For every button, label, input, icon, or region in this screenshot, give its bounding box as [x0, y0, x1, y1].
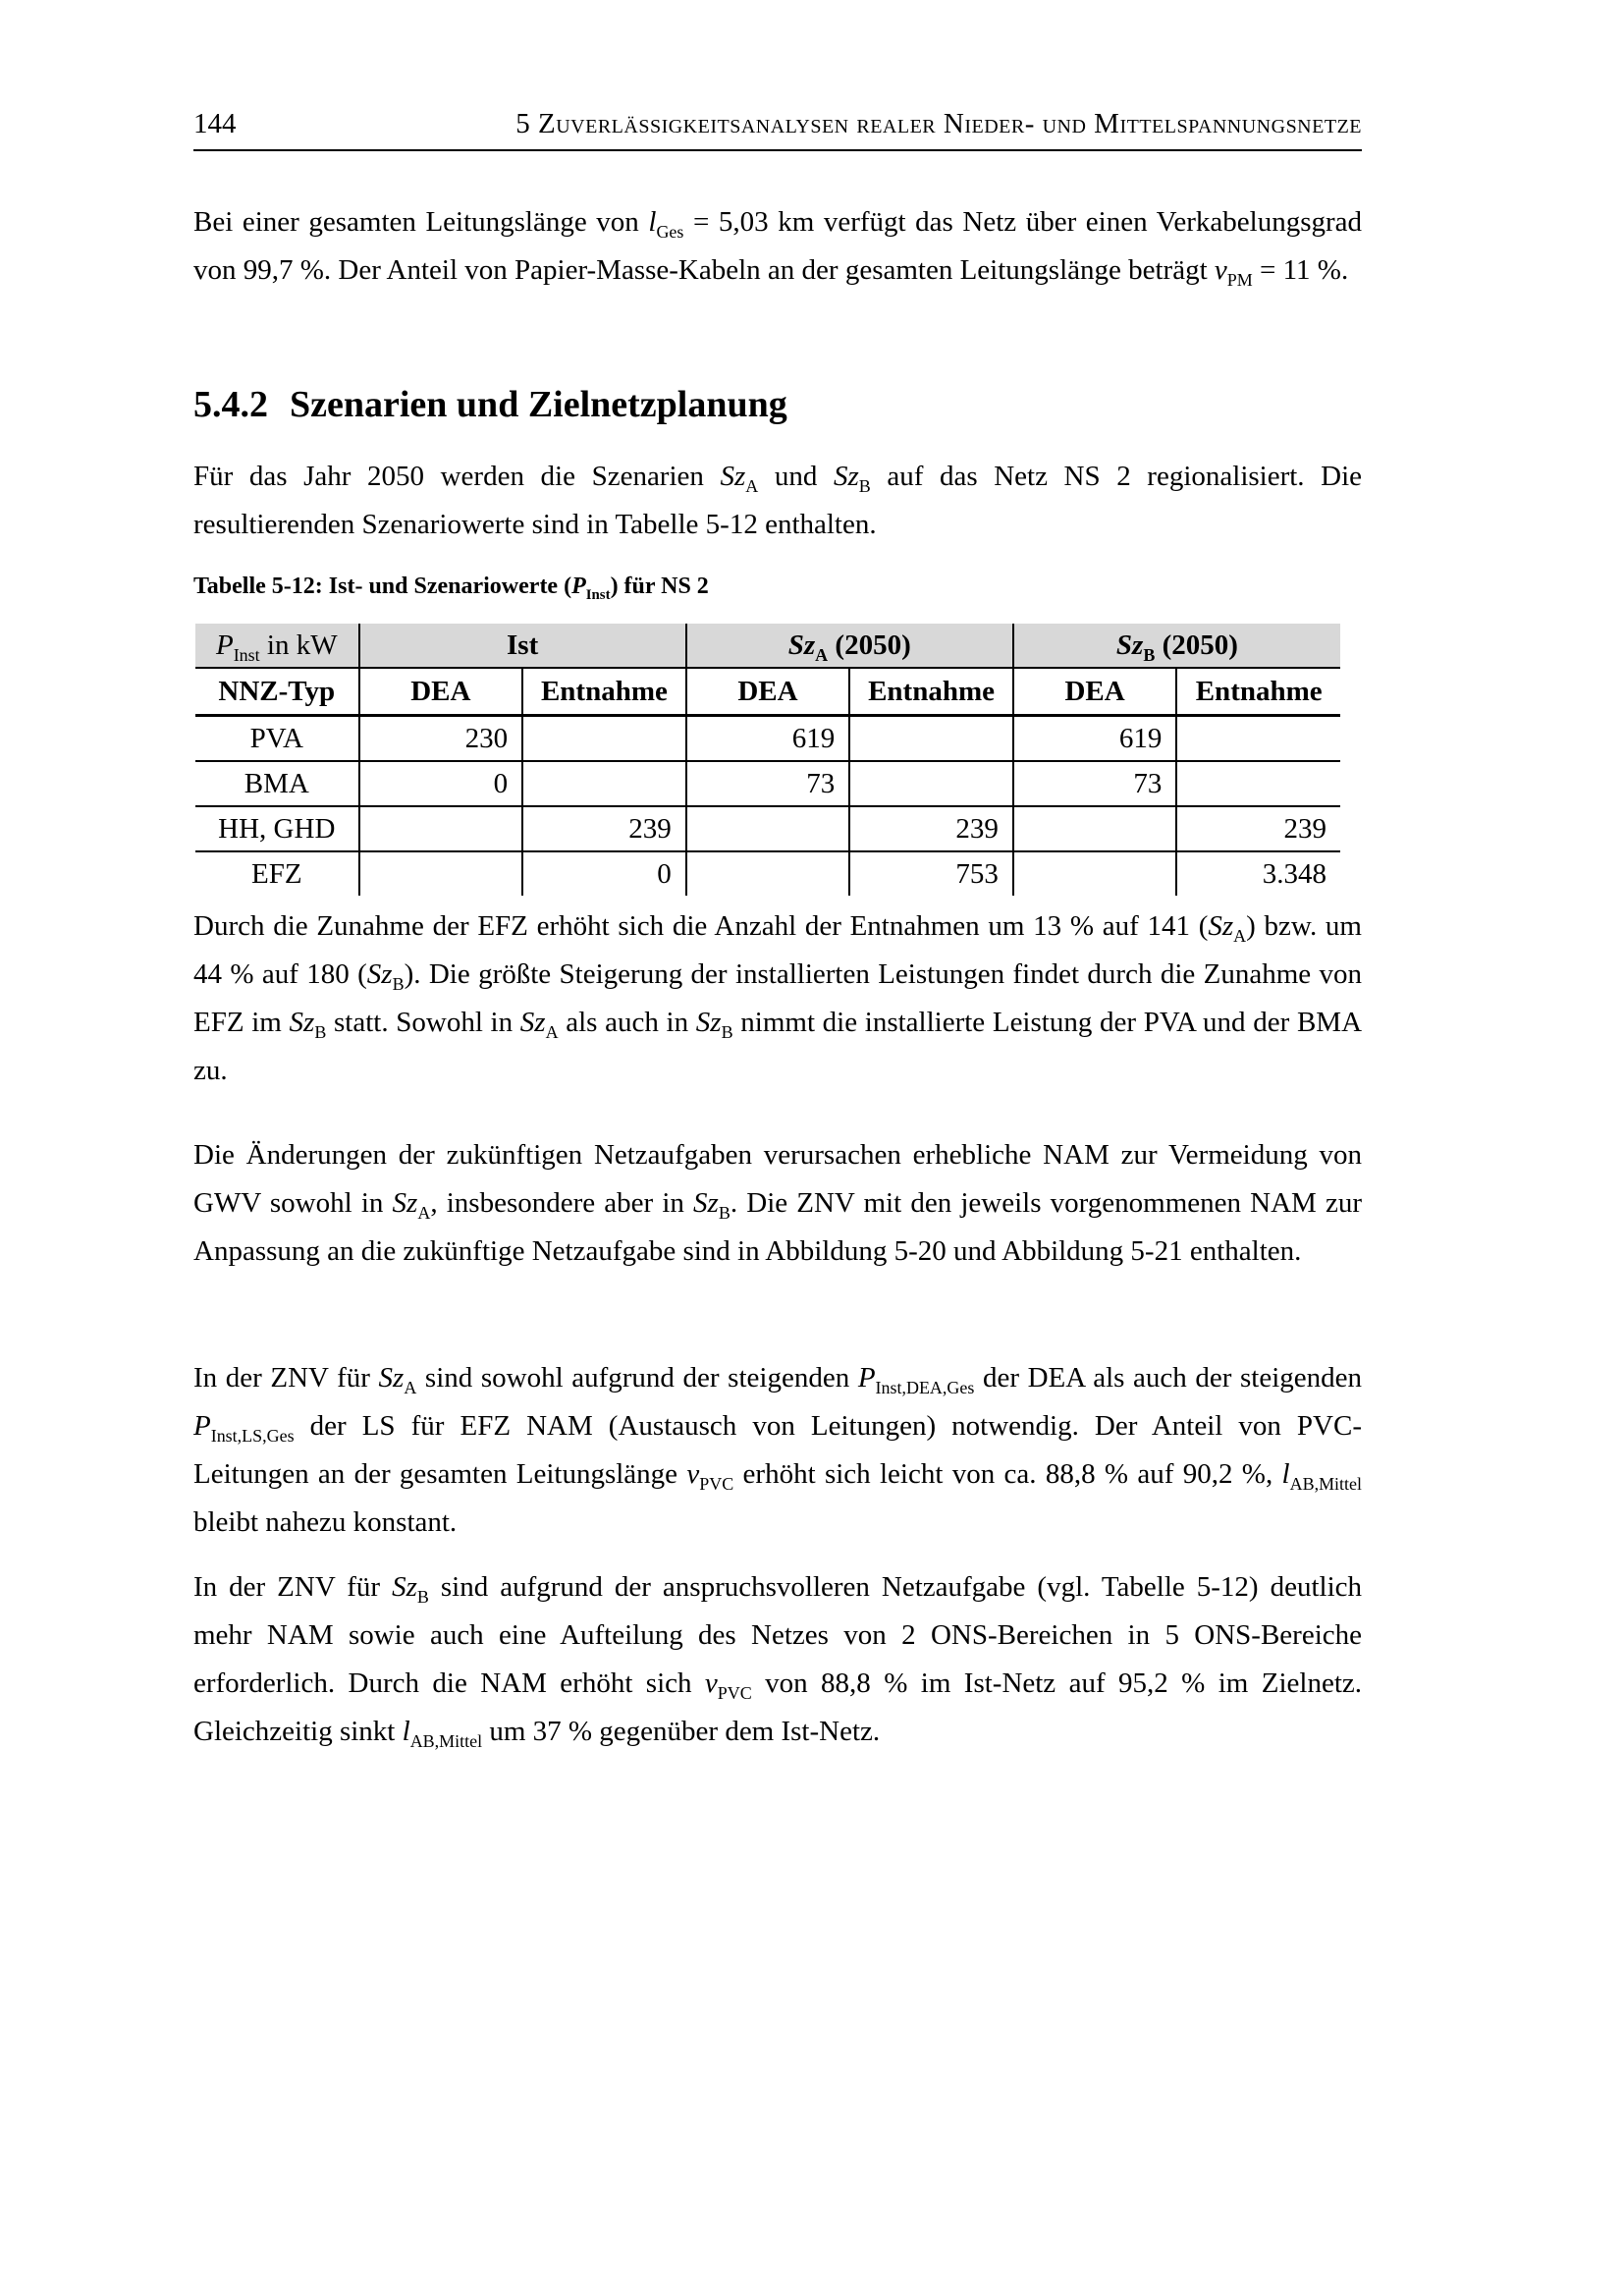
header-group-cell: $Sz_B$ (2050) [1013, 624, 1340, 668]
value-cell [849, 761, 1013, 806]
table-caption: Tabelle 5-12: Ist- und Szenariowerte $(P_{Inst})$ für NS 2 [193, 574, 709, 603]
value-cell: 239 [1176, 806, 1340, 851]
sub-header-cell: Entnahme [1176, 668, 1340, 716]
header-group-cell: $P_{Inst}$ in kW [195, 624, 359, 668]
row-label-cell: BMA [195, 761, 359, 806]
sub-header-cell: DEA [359, 668, 523, 716]
paragraph-scenarios: Für das Jahr 2050 werden die Szenarien $Sz_A$ und $Sz_B$ auf das Netz NS 2 regionalisiert. Die resultierenden Szenariowerte sind in Tabelle 5-12 enthalten. [193, 461, 1363, 540]
header-rule [193, 149, 1362, 151]
value-cell [686, 851, 850, 896]
value-cell [849, 716, 1013, 762]
value-cell: 0 [359, 761, 523, 806]
value-cell [359, 806, 523, 851]
sub-header-row [195, 668, 1340, 716]
section-number: 5.4.2 [193, 384, 268, 425]
page-header [193, 108, 1362, 147]
value-cell: 3.348 [1176, 851, 1340, 896]
value-cell: 239 [522, 806, 686, 851]
section-heading [193, 383, 1362, 426]
value-cell: 230 [359, 716, 523, 762]
sub-header-cell: NNZ-Typ [195, 668, 359, 716]
paragraph-znv-sza: In der ZNV für $Sz_A$ sind sowohl aufgrund der steigenden $P_{Inst,DEA,Ges}$ der DEA als auch der steigenden $P_{Inst,LS,Ges}$ der LS für EFZ NAM (Austausch von Leitungen) notwendig. Der Anteil von PVC-Leitungen an der gesamten Leitungslänge $v_{PVC}$ erhöht sich leicht von ca. 88,8 % auf 90,2 %, $l_{AB,Mittel}$ bleibt nahezu konstant. [193, 1362, 1363, 1538]
value-cell [522, 716, 686, 762]
value-cell [1013, 851, 1177, 896]
value-cell: 73 [1013, 761, 1177, 806]
sub-header-cell: Entnahme [849, 668, 1013, 716]
table-head [195, 624, 1340, 716]
value-cell [359, 851, 523, 896]
header-group-row [195, 624, 1340, 668]
table-body [195, 716, 1340, 897]
value-cell: 619 [1013, 716, 1177, 762]
row-label-cell: HH, GHD [195, 806, 359, 851]
table-row [195, 806, 1340, 851]
value-cell: 73 [686, 761, 850, 806]
value-cell [522, 761, 686, 806]
value-cell [1176, 761, 1340, 806]
paragraph-nam-changes: Die Änderungen der zukünftigen Netzaufgaben verursachen erhebliche NAM zur Vermeidung von GWV sowohl in $Sz_A$, insbesondere aber in $Sz_B$. Die ZNV mit den jeweils vorgenommenen NAM zur Anpassung an die zukünftige Netzaufgabe sind in Abbildung 5-20 und Abbildung 5-21 enthalten. [193, 1139, 1363, 1267]
paragraph-cable-length: Bei einer gesamten Leitungslänge von $l_{Ges} = 5,03$ km verfügt das Netz über einen Verkabelungsgrad von 99,7 %. Der Anteil von Papier-Masse-Kabeln an der gesamten Leitungslänge beträgt $v_{PM} = 11$ %. [193, 206, 1363, 290]
value-cell [1176, 716, 1340, 762]
sub-header-cell: DEA [686, 668, 850, 716]
sub-header-cell: Entnahme [522, 668, 686, 716]
value-cell: 239 [849, 806, 1013, 851]
header-group-cell: Ist [359, 624, 686, 668]
section-title: Szenarien und Zielnetzplanung [290, 384, 787, 425]
sub-header-cell: DEA [1013, 668, 1177, 716]
row-label-cell: EFZ [251, 857, 302, 890]
value-cell: 0 [522, 851, 686, 896]
header-group-cell: $Sz_A$ (2050) [686, 624, 1013, 668]
row-label-cell: PVA [195, 716, 359, 762]
table-container [195, 624, 1340, 896]
running-head: 5 Zuverlässigkeitsanalysen realer Nieder- und Mittelspannungsnetze [515, 108, 1362, 139]
table-row [195, 716, 1340, 762]
paragraph-znv-szb: In der ZNV für $Sz_B$ sind aufgrund der anspruchsvolleren Netzaufgabe (vgl. Tabelle 5-12) deutlich mehr NAM sowie auch eine Aufteilung des Netzes von 2 ONS-Bereichen in 5 ONS-Bereiche erforderlich. Durch die NAM erhöht sich $v_{PVC}$ von 88,8 % im Ist-Netz auf 95,2 % im Zielnetz. Gleichzeitig sinkt $l_{AB,Mittel}$ um 37 % gegenüber dem Ist-Netz. [193, 1571, 1363, 1751]
paragraph-efz-increase: Durch die Zunahme der EFZ erhöht sich die Anzahl der Entnahmen um 13 % auf 141 $(Sz_A)$ bzw. um 44 % auf 180 $(Sz_B)$. Die größte Steigerung der installierten Leistungen findet durch die Zunahme von EFZ im $Sz_B$ statt. Sowohl in $Sz_A$ als auch in $Sz_B$ nimmt die installierte Leistung der PVA und der BMA zu. [193, 910, 1363, 1086]
table-row [195, 761, 1340, 806]
value-cell [1013, 806, 1177, 851]
value-cell [686, 806, 850, 851]
table-row [195, 851, 1340, 896]
page-number: 144 [193, 108, 237, 139]
value-cell: 619 [686, 716, 850, 762]
scenario-values-table [195, 624, 1340, 896]
value-cell: 753 [849, 851, 1013, 896]
